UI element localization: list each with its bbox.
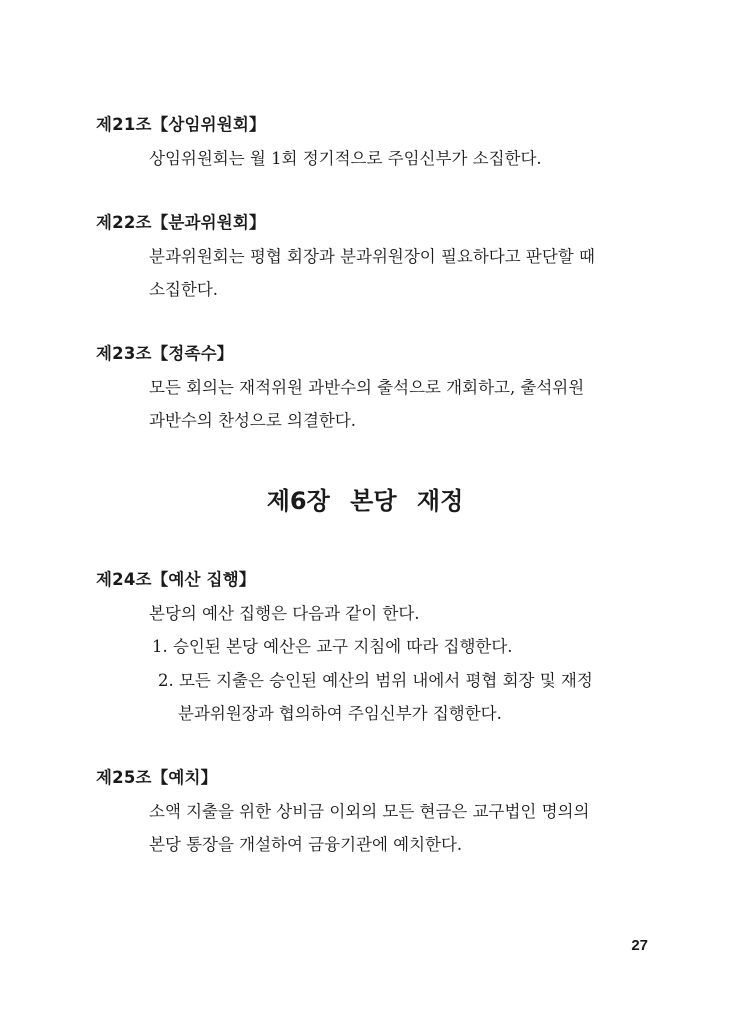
article-25-heading: 제25조【예치】 [96,768,218,787]
article-25-line-2: 본당 통장을 개설하여 금융기관에 예치한다. [149,835,463,854]
page-number: 27 [631,937,648,954]
article-21-line-1: 상임위원회는 월 1회 정기적으로 주임신부가 소집한다. [149,149,542,168]
article-25-line-1: 소액 지출을 위한 상비금 이외의 모든 현금은 교구법인 명의의 [149,802,590,821]
article-22-heading: 제22조【분과위원회】 [96,213,266,232]
article-23-line-1: 모든 회의는 재적위원 과반수의 출석으로 개회하고, 출석위원 [149,378,585,397]
article-24-intro: 본당의 예산 집행은 다음과 같이 한다. [149,604,420,623]
article-23-line-2: 과반수의 찬성으로 의결한다. [149,411,357,430]
article-22-line-1: 분과위원회는 평협 회장과 분과위원장이 필요하다고 판단할 때 [149,247,595,266]
article-23-heading: 제23조【정족수】 [96,344,234,363]
article-22-line-2: 소집한다. [149,280,219,299]
article-24-item-1: 1. 승인된 본당 예산은 교구 지침에 따라 집행한다. [152,637,513,656]
article-24-item-2-line-2: 분과위원장과 협의하여 주임신부가 집행한다. [178,704,502,723]
chapter-title: 제6장 본당 재정 [266,487,464,515]
article-24-heading: 제24조【예산 집행】 [96,570,256,589]
article-21-heading: 제21조【상임위원회】 [96,115,266,134]
article-24-item-2-line-1: 2. 모든 지출은 승인된 예산의 범위 내에서 평협 회장 및 재정 [158,671,593,690]
